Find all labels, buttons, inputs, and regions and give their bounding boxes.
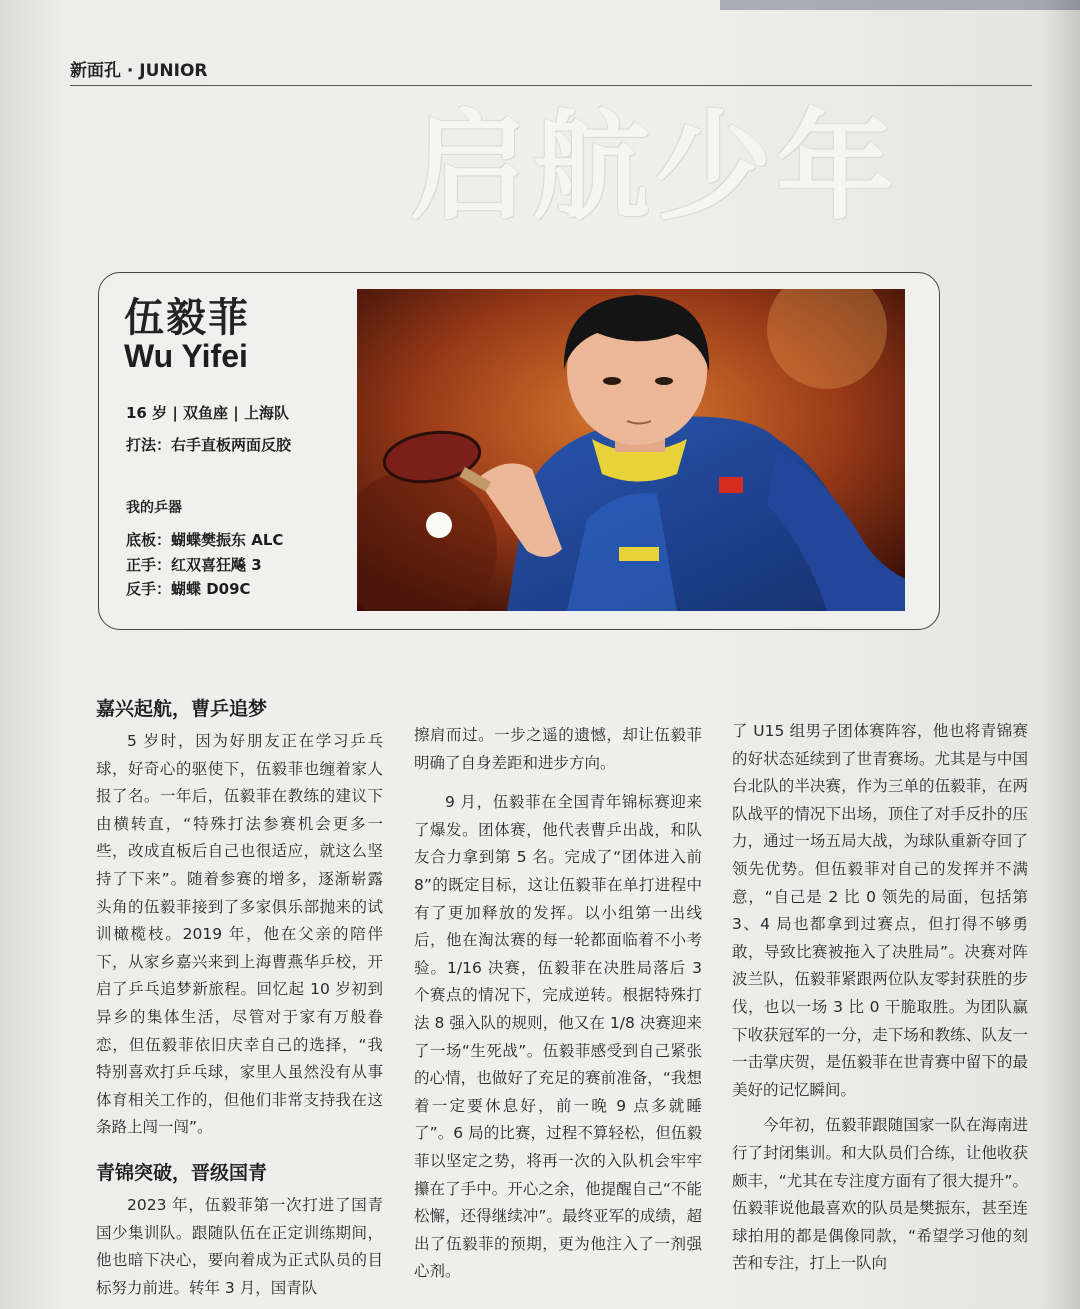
player-style: 打法：右手直板两面反胶 xyxy=(126,436,292,454)
player-photo xyxy=(357,289,905,611)
equipment-forehand: 正手：红双喜狂飚 3 xyxy=(126,556,262,574)
paragraph-6: 今年初，伍毅菲跟随国家一队在海南进行了封闭集训。和大队员们合练，让他收获颇丰，“尤其在专注度方面有了很大提升”。伍毅菲说他最喜欢的队员是樊振东，甚至连球拍用的都是偶像同款，“希望学习他的刻苦和专注，打上一队向 xyxy=(732,1116,1028,1273)
player-basics: 16 岁 | 双鱼座 | 上海队 xyxy=(126,404,289,422)
article-column-3 xyxy=(732,718,1028,1278)
heading-jiaxing: 嘉兴起航，曹乒追梦 xyxy=(96,698,268,720)
paragraph-5: 了 U15 组男子团体赛阵容，他也将青锦赛的好状态延续到了世青赛场。尤其是与中国台北队的半决赛，作为三单的伍毅菲，在两队战平的情况下出场，顶住了对手反扑的压力，通过一场五局大战，为球队重新夺回了领先优势。但伍毅菲对自己的发挥并不满意，“自己是 2 比 0 领先的局面，包括第 3、4 局也都拿到过赛点，但打得不够勇敢，导致比赛被拖入了决胜局”。决赛对阵波兰队，伍毅菲紧跟两位队友零封获胜的步伐，也以一场 3 比 0 干脆取胜。为团队赢下收获冠军的一分，走下场和教练、队友一一击掌庆贺，是伍毅菲在世青赛中留下的最美好的记忆瞬间。 xyxy=(732,722,1028,1099)
header-rule xyxy=(70,85,1032,86)
player-name-en: Wu Yifei xyxy=(124,338,248,374)
article-column-2 xyxy=(414,722,702,1286)
section-label: 新面孔 · JUNIOR xyxy=(70,61,208,81)
paragraph-3: 擦肩而过。一步之遥的遗憾，却让伍毅菲明确了自身差距和进步方向。 xyxy=(414,726,702,772)
heading-qingjin: 青锦突破，晋级国青 xyxy=(96,1161,268,1184)
page-edge-strip xyxy=(720,0,1080,10)
equipment-title: 我的乒器 xyxy=(126,500,182,516)
equipment-blade: 底板：蝴蝶樊振东 ALC xyxy=(126,531,284,549)
watermark-title: 启航少年 xyxy=(410,98,899,236)
page-shadow xyxy=(1040,0,1080,1309)
running-header xyxy=(70,56,1030,86)
equipment-backhand: 反手：蝴蝶 D09C xyxy=(126,580,251,598)
paragraph-2: 2023 年，伍毅菲第一次打进了国青国少集训队。跟随队伍在正定训练期间，他也暗下决心，要向着成为正式队员的目标努力前进。转年 3 月，国青队 xyxy=(96,1195,383,1297)
paragraph-4: 9 月，伍毅菲在全国青年锦标赛迎来了爆发。团体赛，他代表曹乒出战，和队友合力拿到第 5 名。完成了“团体进入前 8”的既定目标，这让伍毅菲在单打进程中有了更加释放的发挥。以小组第一出线后，他在淘汰赛的每一轮都面临着不小考验。1/16 决赛，伍毅菲在决胜局落后 3 个赛点的情况下，完成逆转。根据特殊打法 8 强入队的规则，他又在 1/8 决赛迎来了一场“生死战”。伍毅菲感受到自己紧张的心情，也做好了充足的赛前准备，“我想着一定要休息好，前一晚 9 点多就睡了”。6 局的比赛，过程不算轻松，但伍毅菲以坚定之势，将再一次的入队机会牢牢攥在了手中。开心之余，他提醒自己“不能松懈，还得继续冲”。最终亚军的成绩，超出了伍毅菲的预期，更为他注入了一剂强心剂。 xyxy=(414,793,702,1281)
player-illustration xyxy=(357,289,905,611)
paragraph-1: 5 岁时，因为好朋友正在学习乒乓球，好奇心的驱使下，伍毅菲也缠着家人报了名。一年后，伍毅菲在教练的建议下由横转直，“特殊打法参赛机会更多一些，改成直板后自己也很适应，就这么坚持了下来”。随着参赛的增多，逐渐崭露头角的伍毅菲接到了多家俱乐部抛来的试训橄榄枝。2019 年，他在父亲的陪伴下，从家乡嘉兴来到上海曹燕华乒校，开启了乒乓追梦新旅程。回忆起 10 岁初到异乡的集体生活，尽管对于家有万般眷恋，但伍毅菲依旧庆幸自己的选择，“我特别喜欢打乒乓球，家里人虽然没有从事体育相关工作的，但他们非常支持我在这条路上闯一闯”。 xyxy=(96,732,383,1137)
article-column-1 xyxy=(96,694,383,1302)
player-name-cn: 伍毅菲 xyxy=(124,295,250,341)
